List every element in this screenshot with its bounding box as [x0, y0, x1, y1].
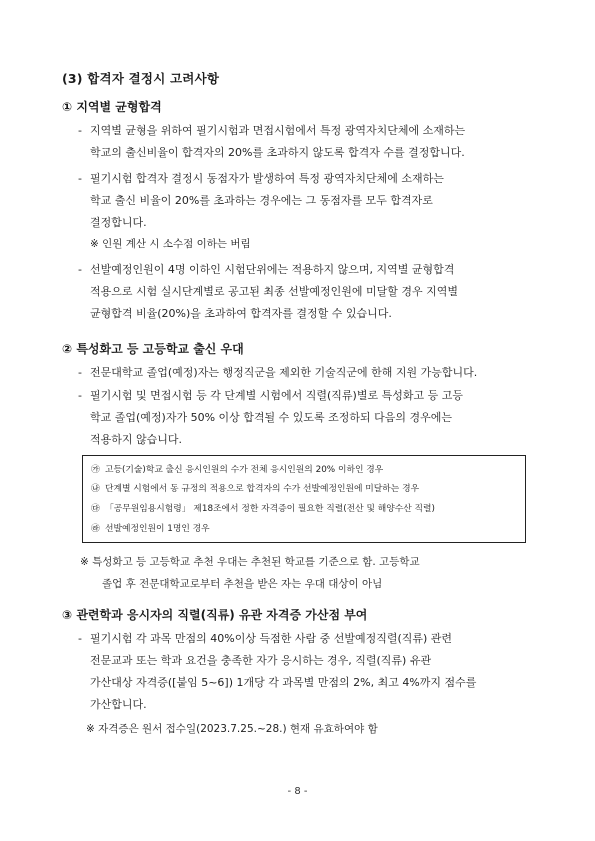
exception-box: [82, 455, 526, 543]
exception-item: ㉰ 「공무원임용시험령」 제18조에서 정한 자격증이 필요한 직렬(전산 및 해양수산 직렬): [91, 504, 435, 514]
list-item: - 지역별 균형을 위하여 필기시험과 면접시험에서 특정 광역자치단체에 소재하는 학교의 출신비율이 합격자의 20%를 초과하지 않도록 합격자 수를 결정합니다.: [78, 124, 466, 159]
list-item: - 필기시험 및 면접시험 등 각 단계별 시험에서 직렬(직류)별로 특성화고 등 고등 학교 졸업(예정)자가 50% 이상 합격될 수 있도록 조정하되 다음의 경우에는 적용하지 않습니다.: [78, 389, 463, 446]
exception-item: ㉮ 고등(기술)학교 출신 응시인원의 수가 전체 응시인원의 20% 이하인 경우: [91, 465, 384, 475]
subsection-title-3: ③ 관련학과 응시자의 직렬(직류) 유관 자격증 가산점 부여: [62, 608, 368, 622]
exception-item: ㉱ 선발예정인원이 1명인 경우: [91, 524, 210, 534]
section-title: (3) 합격자 결정시 고려사항: [62, 71, 220, 86]
page-number: - 8 -: [287, 786, 308, 797]
list-item: - 선발예정인원이 4명 이하인 시험단위에는 적용하지 않으며, 지역별 균형합격 적용으로 시험 실시단계별로 공고된 최종 선발예정인원에 미달할 경우 지역별 균형합격 비율(20%)을 초과하여 합격자를 결정할 수 있습니다.: [78, 263, 459, 320]
note-certificate-validity: ※ 자격증은 원서 접수일(2023.7.25.~28.) 현재 유효하여야 함: [86, 723, 378, 735]
exception-item: ㉯ 단계별 시험에서 동 규정의 적용으로 합격자의 수가 선발예정인원에 미달하는 경우: [91, 484, 420, 494]
note-recommendation: ※ 특성화고 등 고등학교 추천 우대는 추천된 학교를 기준으로 함. 고등학교 졸업 후 전문대학교로부터 추천을 받은 자는 우대 대상이 아님: [80, 556, 420, 590]
subsection-title-2: ② 특성화고 등 고등학교 출신 우대: [62, 342, 244, 356]
list-item: - 필기시험 각 과목 만점의 40%이상 득점한 사람 중 선발예정직렬(직류) 관련 전문교과 또는 학과 요건을 충족한 자가 응시하는 경우, 직렬(직류) 유관 가산대상 자격증([붙임 5~6]) 1개당 각 과목별 만점의 2%, 최고 4%까지 점수를 가산합니다.: [78, 632, 477, 711]
note-rounding: ※ 인원 계산 시 소수점 이하는 버림: [90, 238, 251, 250]
list-item: - 전문대학교 졸업(예정)자는 행정직군을 제외한 기술직군에 한해 지원 가능합니다.: [78, 366, 478, 379]
subsection-title-1: ① 지역별 균형합격: [62, 100, 162, 114]
list-item: - 필기시험 합격자 결정시 동점자가 발생하여 특정 광역자치단체에 소재하는 학교 출신 비율이 20%를 초과하는 경우에는 그 동점자를 모두 합격자로 결정합니다.: [78, 172, 444, 229]
